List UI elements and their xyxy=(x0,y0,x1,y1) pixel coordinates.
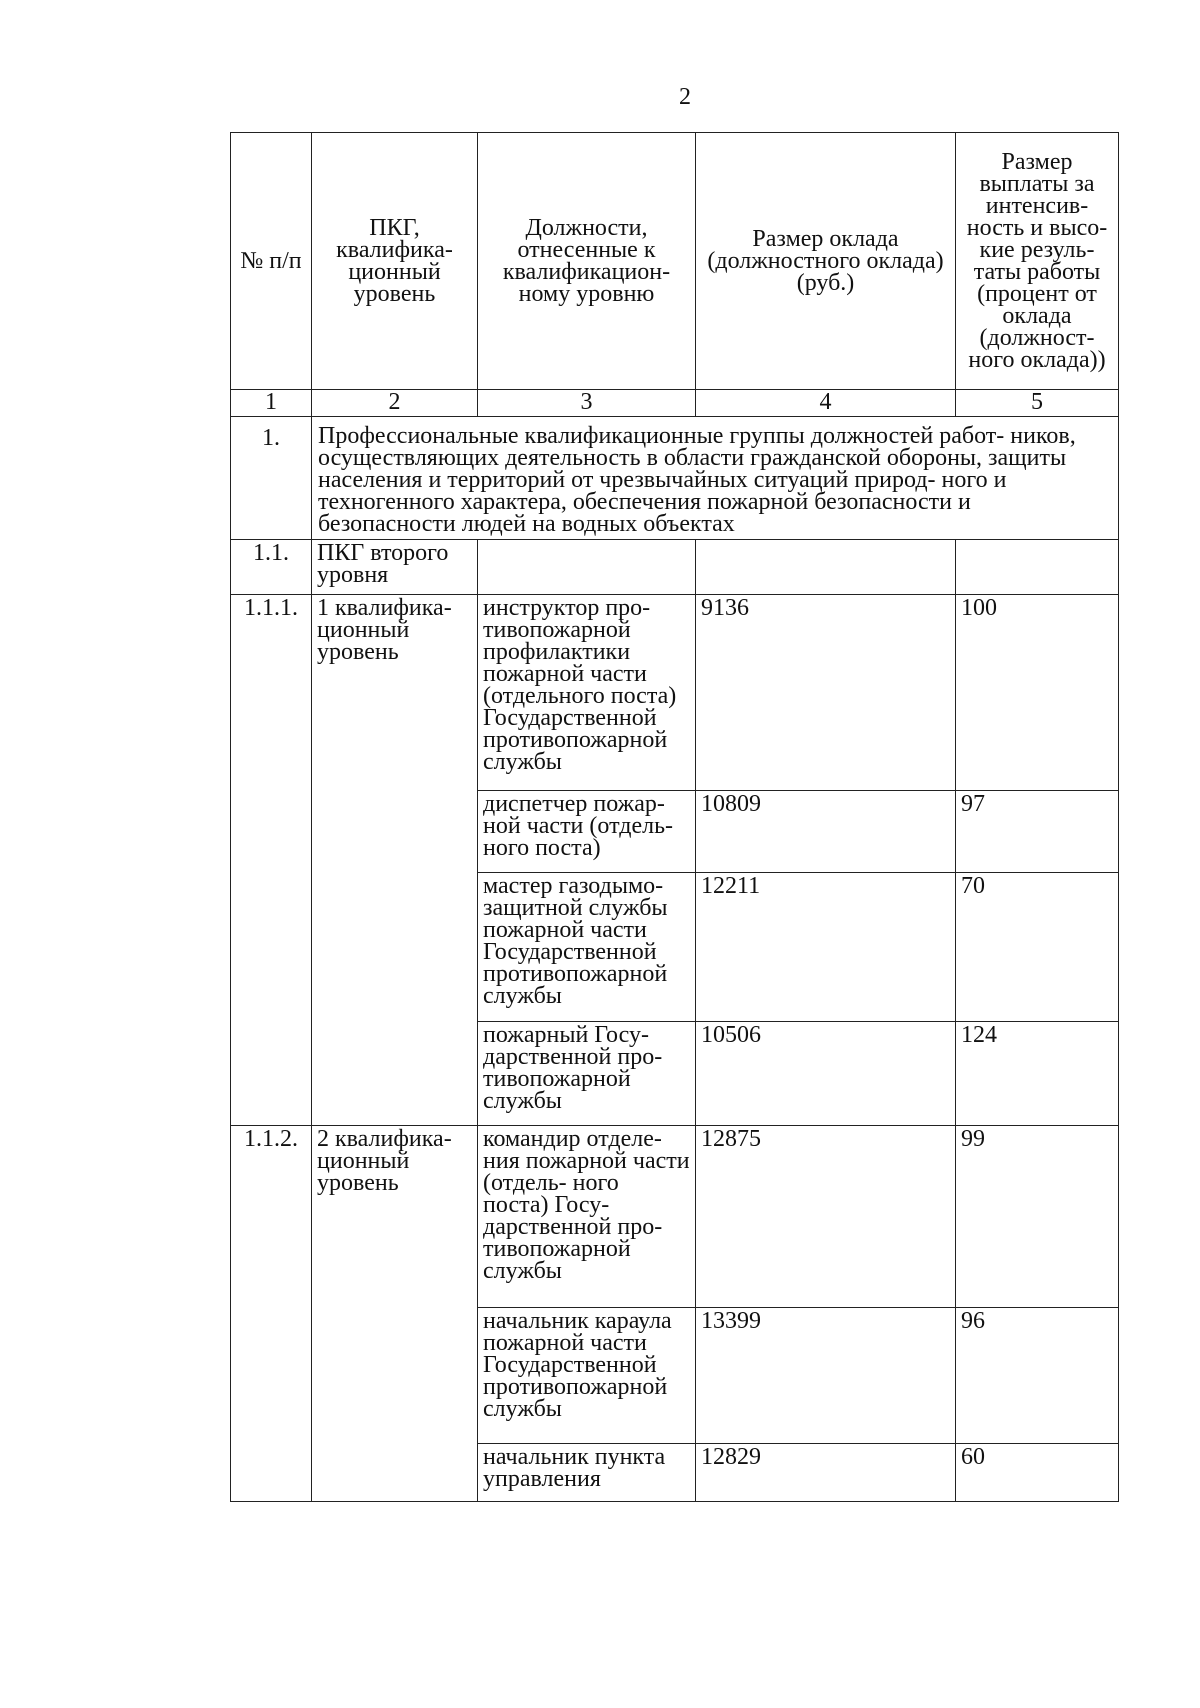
position-salary: 10809 xyxy=(696,791,956,873)
header-salary: Размер оклада (должностного оклада) (руб.) xyxy=(696,133,956,390)
column-index: 2 xyxy=(312,390,478,417)
position-title: пожарный Госу- дарственной про- тивопожарной службы xyxy=(478,1022,696,1126)
header-positions: Должности, отнесенные к квалификацион- ному уровню xyxy=(478,133,696,390)
empty-cell xyxy=(696,540,956,595)
header-number: № п/п xyxy=(231,133,312,390)
empty-cell xyxy=(478,540,696,595)
group-row xyxy=(231,540,1119,595)
position-title: начальник караула пожарной части Государственной противопожарной службы xyxy=(478,1308,696,1444)
position-title: командир отделе- ния пожарной части (отдель- ного поста) Госу- дарственной про- тивопожарной службы xyxy=(478,1126,696,1308)
position-title: инструктор про- тивопожарной профилактики пожарной части (отдельного поста) Государственной противопожарной службы xyxy=(478,595,696,791)
position-salary: 9136 xyxy=(696,595,956,791)
position-bonus: 99 xyxy=(956,1126,1119,1308)
table-header-row xyxy=(231,133,1119,390)
table-row xyxy=(231,595,1119,791)
column-index-row xyxy=(231,390,1119,417)
position-salary: 12211 xyxy=(696,873,956,1022)
position-bonus: 96 xyxy=(956,1308,1119,1444)
position-bonus: 124 xyxy=(956,1022,1119,1126)
column-index: 1 xyxy=(231,390,312,417)
empty-cell xyxy=(956,540,1119,595)
position-salary: 12875 xyxy=(696,1126,956,1308)
page-number: 2 xyxy=(679,84,691,110)
group-name: ПКГ второго уровня xyxy=(312,540,478,595)
group-number: 1.1. xyxy=(231,540,312,595)
header-bonus: Размер выплаты за интенсив- ность и высо- кие резуль- таты работы (процент от оклада (должност- ного оклада)) xyxy=(956,133,1119,390)
level-name: 1 квалифика- ционный уровень xyxy=(312,595,478,1126)
position-title: диспетчер пожар- ной части (отдель- ного поста) xyxy=(478,791,696,873)
position-title: мастер газодымо- защитной службы пожарной части Государственной противопожарной службы xyxy=(478,873,696,1022)
level-number: 1.1.1. xyxy=(231,595,312,1126)
section-title: Профессиональные квалификационные группы должностей работ- ников, осуществляющих деятельность в области гражданской обороны, защиты населения и территорий от чрезвычайных ситуаций природ- ного и техногенного характера, обеспечения пожарной безопасности и безопасности людей на водных объектах xyxy=(312,417,1119,540)
position-salary: 13399 xyxy=(696,1308,956,1444)
position-salary: 10506 xyxy=(696,1022,956,1126)
section-number: 1. xyxy=(231,417,312,540)
column-index: 3 xyxy=(478,390,696,417)
position-bonus: 70 xyxy=(956,873,1119,1022)
level-name: 2 квалифика- ционный уровень xyxy=(312,1126,478,1502)
position-title: начальник пункта управления xyxy=(478,1444,696,1502)
position-salary: 12829 xyxy=(696,1444,956,1502)
position-bonus: 97 xyxy=(956,791,1119,873)
header-pkg-level: ПКГ, квалифика- ционный уровень xyxy=(312,133,478,390)
section-row xyxy=(231,417,1119,540)
column-index: 5 xyxy=(956,390,1119,417)
salary-table xyxy=(230,132,1119,1502)
column-index: 4 xyxy=(696,390,956,417)
position-bonus: 60 xyxy=(956,1444,1119,1502)
level-number: 1.1.2. xyxy=(231,1126,312,1502)
position-bonus: 100 xyxy=(956,595,1119,791)
table-row xyxy=(231,1126,1119,1308)
